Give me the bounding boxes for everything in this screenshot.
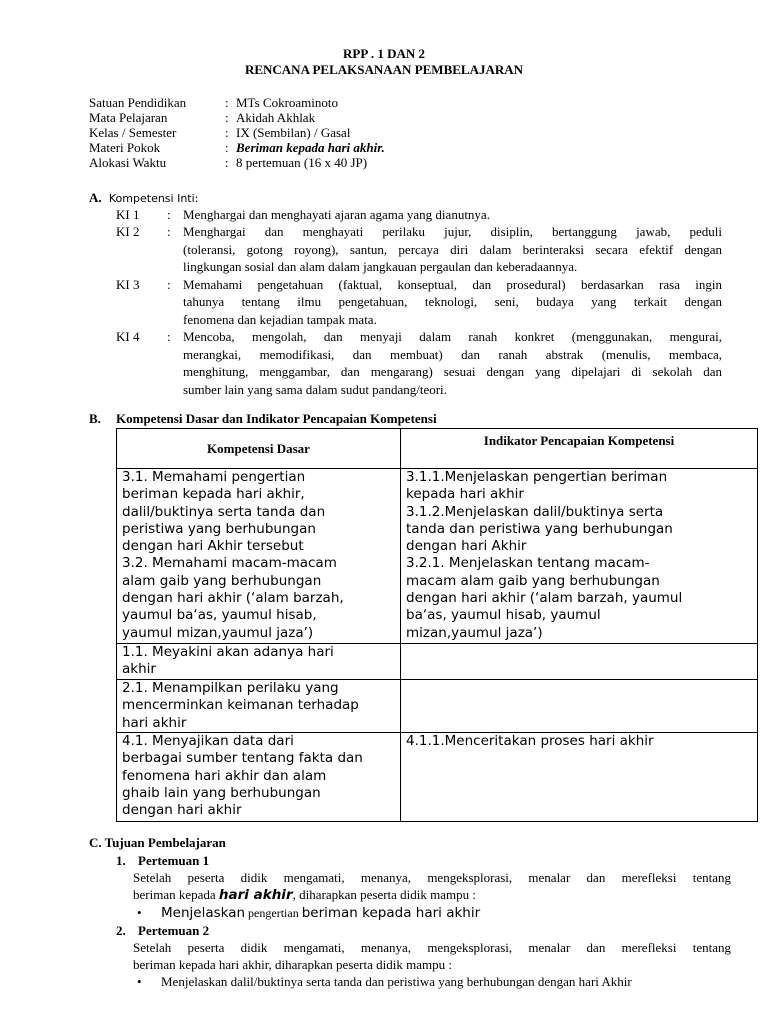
indicator-cell <box>401 680 758 733</box>
ki-text-line: lingkungan sosial dan alam dalam jangkauan pergaulan dan keberadaannya. <box>183 259 578 274</box>
table-header-indicator: Indikator Pencapaian Kompetensi <box>401 429 758 469</box>
meeting-2-intro-line1: Setelah peserta didik mengamati, menanya, mengeksplorasi, menalar dan merefleksi tentang <box>133 940 731 955</box>
identity-colon: : <box>225 95 229 110</box>
identity-value: MTs Cokroaminoto <box>236 95 339 110</box>
identity-value: Akidah Akhlak <box>236 110 316 125</box>
cell-line: 2.1. Menampilkan perilaku yang <box>122 680 339 696</box>
cell-line: dengan hari akhir (‘alam barzah, yaumul <box>406 590 683 607</box>
section-a-letter: A. <box>89 190 102 205</box>
meeting-1-objective <box>161 904 480 922</box>
identity-row-alokasi <box>89 154 729 171</box>
cell-line: alam gaib yang berhubungan <box>122 572 322 589</box>
identity-value: Beriman kepada hari akhir. <box>236 140 385 155</box>
cell-line: yaumul mizan,yaumul jaza’) <box>122 624 314 641</box>
identity-colon: : <box>225 110 229 125</box>
identity-label: Mata Pelajaran <box>89 110 168 125</box>
cell-line: 3.2. Memahami macam-macam <box>122 555 337 572</box>
meeting-2-objective: Menjelaskan dalil/buktinya serta tanda dan peristiwa yang berhubungan dengan hari Akhir <box>161 974 632 989</box>
cell-line: mencerminkan keimanan terhadap <box>122 697 359 714</box>
bullet-icon: • <box>137 974 142 989</box>
cell-line: 3.1.1.Menjelaskan pengertian beriman <box>406 469 668 485</box>
intro-emphasis: hari akhir <box>218 887 293 903</box>
kd-cell <box>117 644 401 680</box>
cell-line: macam alam gaib yang berhubungan <box>406 572 660 589</box>
cell-line: 4.1. Menyajikan data dari <box>122 733 294 749</box>
cell-line: 1.1. Meyakini akan adanya hari <box>122 644 334 660</box>
cell-line: dengan hari Akhir <box>406 538 527 555</box>
ki-text-line: (toleransi, gotong royong), santun, percaya diri dalam berinteraksi secara efektif dengan <box>183 242 722 257</box>
intro-text: , diharapkan peserta didik mampu : <box>292 887 476 902</box>
ki-text-line: Menghargai dan menghayati ajaran agama yang dianutnya. <box>183 207 490 222</box>
table-row <box>117 469 758 644</box>
cell-line: ghaib lain yang berhubungan <box>122 784 321 801</box>
meeting-1-title: Pertemuan 1 <box>138 853 210 868</box>
identity-colon: : <box>225 140 229 155</box>
cell-line: kepada hari akhir <box>406 486 524 503</box>
objective-text: pengertian <box>245 906 302 920</box>
cell-line: 3.1.2.Menjelaskan dalil/buktinya serta <box>406 503 664 520</box>
cell-line: dengan hari Akhir tersebut <box>122 538 304 555</box>
table-row <box>117 680 758 733</box>
ki-text-line: Memahami pengetahuan (faktual, konseptual, dan prosedural) berdasarkan rasa ingin <box>183 277 722 292</box>
ki-colon: : <box>167 277 171 292</box>
indicator-cell <box>401 733 758 822</box>
meeting-1-intro-line2 <box>133 886 476 904</box>
cell-line: akhir <box>122 661 156 678</box>
identity-value: 8 pertemuan (16 x 40 JP) <box>236 155 368 170</box>
table-row <box>117 733 758 822</box>
identity-label: Alokasi Waktu <box>89 155 167 170</box>
ki-text-line: sumber lain yang sama dalam sudut pandang/teori. <box>183 382 447 397</box>
ki-colon: : <box>167 329 171 344</box>
ki-text-line: menghitung, menggambar, dan mengarang) sesuai dengan yang dipelajari di sekolah dan <box>183 364 722 379</box>
table-row <box>117 644 758 680</box>
identity-value: IX (Sembilan) / Gasal <box>236 125 351 140</box>
cell-line: dalil/buktinya serta tanda dan <box>122 503 326 520</box>
meeting-2-number: 2. <box>116 923 126 938</box>
ki-label: KI 1 <box>116 207 140 222</box>
document-title-line1: RPP . 1 DAN 2 <box>343 46 425 61</box>
section-a-heading <box>89 189 198 207</box>
ki-text-line: tahunya tentang ilmu pengetahuan, teknologi, seni, budaya yang terkait dengan <box>183 294 722 309</box>
cell-line: hari akhir <box>122 714 187 731</box>
table-header-kd: Kompetensi Dasar <box>117 429 401 469</box>
ki-colon: : <box>167 207 171 222</box>
ki-text-line: fenomena dan kejadian tampak mata. <box>183 312 377 327</box>
meeting-1-number: 1. <box>116 853 126 868</box>
cell-line: tanda dan peristiwa yang berhubungan <box>406 520 673 537</box>
ki-label: KI 4 <box>116 329 140 344</box>
section-b-letter: B. <box>89 411 101 426</box>
indicator-cell <box>401 644 758 680</box>
cell-line: ba‘as, yaumul hisab, yaumul <box>406 607 601 624</box>
ki-label: KI 2 <box>116 224 140 239</box>
section-a-title: Kompetensi Inti: <box>108 192 199 205</box>
identity-colon: : <box>225 125 229 140</box>
document-title-line2: RENCANA PELAKSANAAN PEMBELAJARAN <box>244 62 524 77</box>
kd-cell <box>117 733 401 822</box>
meeting-2-intro-line2: beriman kepada hari akhir, diharapkan peserta didik mampu : <box>133 957 452 972</box>
table-header-row <box>117 429 758 469</box>
meeting-2-title: Pertemuan 2 <box>138 923 210 938</box>
identity-colon: : <box>225 155 229 170</box>
ki-label: KI 3 <box>116 277 140 292</box>
meeting-1-intro-line1: Setelah peserta didik mengamati, menanya, mengeksplorasi, menalar dan merefleksi tentang <box>133 870 731 885</box>
bullet-icon: • <box>137 905 142 920</box>
competency-table <box>116 428 758 822</box>
kd-cell <box>117 469 401 644</box>
ki-text-line: Menghargai dan menghayati perilaku jujur, disiplin, bertanggung jawab, peduli <box>183 224 722 239</box>
cell-line: fenomena hari akhir dan alam <box>122 767 327 784</box>
ki-text-line: merangkai, memodifikasi, dan membuat) dan ranah abstrak (menulis, membaca, <box>183 347 722 362</box>
ki-colon: : <box>167 224 171 239</box>
indicator-cell <box>401 469 758 644</box>
cell-line: dengan hari akhir <box>122 802 242 819</box>
cell-line: peristiwa yang berhubungan <box>122 520 316 537</box>
section-b-title: Kompetensi Dasar dan Indikator Pencapaian Kompetensi <box>116 411 437 426</box>
identity-label: Satuan Pendidikan <box>89 95 187 110</box>
cell-line: 4.1.1.Menceritakan proses hari akhir <box>406 733 654 749</box>
identity-label: Materi Pokok <box>89 140 161 155</box>
cell-line: beriman kepada hari akhir, <box>122 486 305 503</box>
intro-text: beriman kepada <box>133 887 219 902</box>
objective-text: Menjelaskan <box>161 905 246 921</box>
cell-line: 3.2.1. Menjelaskan tentang macam- <box>406 555 650 572</box>
identity-label: Kelas / Semester <box>89 125 177 140</box>
cell-line: mizan,yaumul jaza’) <box>406 624 543 641</box>
ki-text-line: Mencoba, mengolah, dan menyaji dalam ranah konkret (menggunakan, mengurai, <box>183 329 722 344</box>
cell-line: yaumul ba‘as, yaumul hisab, <box>122 607 317 624</box>
objective-text: beriman kepada hari akhir <box>301 905 481 921</box>
cell-line: berbagai sumber tentang fakta dan <box>122 750 363 767</box>
cell-line: 3.1. Memahami pengertian <box>122 469 306 485</box>
cell-line: dengan hari akhir (‘alam barzah, <box>122 590 344 607</box>
kd-cell <box>117 680 401 733</box>
section-c-heading: C. Tujuan Pembelajaran <box>89 835 226 850</box>
section-b-heading <box>89 410 437 427</box>
